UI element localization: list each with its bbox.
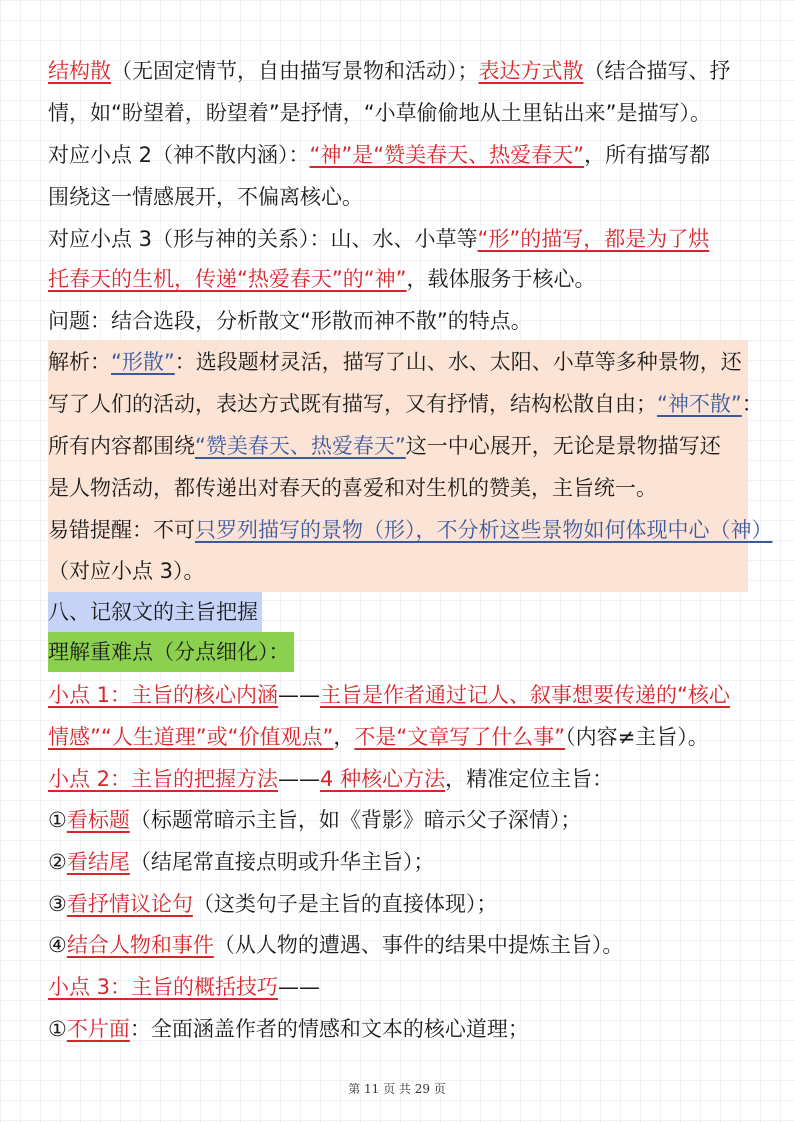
key-phrase: 主旨是作者通过记人、叙事想要传递的“核心 xyxy=(320,683,730,707)
analysis-line xyxy=(48,341,750,383)
item-number: ① xyxy=(48,808,67,832)
key-phrase: 4 种核心方法 xyxy=(320,767,446,791)
method-item xyxy=(48,799,750,841)
text-span: ， xyxy=(333,725,355,749)
text-line xyxy=(48,176,750,218)
item-number: ② xyxy=(48,850,67,874)
method-item xyxy=(48,883,750,925)
text-span: ，精准定位主旨： xyxy=(445,767,614,791)
text-span: 写了人们的活动，表达方式既有描写，又有抒情，结构松散自由； xyxy=(48,392,657,416)
text-span: ：选段题材灵活，描写了山、水、太阳、小草等多种景物，还 xyxy=(174,350,742,374)
method-item xyxy=(48,841,750,883)
analysis-line xyxy=(48,425,750,467)
point-line xyxy=(48,758,750,800)
key-phrase: 托春天的生机，传递“热爱春天”的“神” xyxy=(48,267,407,291)
analysis-line xyxy=(48,550,750,592)
key-phrase: 情感”“人生道理”或“价值观点” xyxy=(48,725,334,749)
text-span: （对应小点 3）。 xyxy=(48,559,205,583)
text-span: （无固定情节，自由描写景物和活动）； xyxy=(111,59,479,83)
key-phrase: “神”是“赞美春天、热爱春天” xyxy=(309,143,585,167)
analysis-line xyxy=(48,467,750,509)
text-span: ，载体服务于核心。 xyxy=(406,267,596,291)
key-phrase: “神不散” xyxy=(657,392,742,416)
subheading xyxy=(48,631,750,673)
section-heading-text: 八、记叙文的主旨把握 xyxy=(48,600,258,624)
text-span: （这类句子是主旨的直接体现）； xyxy=(192,892,498,916)
key-phrase: 看结尾 xyxy=(66,850,130,874)
point-line xyxy=(48,716,750,758)
text-span: （结合描写、抒 xyxy=(583,59,731,83)
text-span: ，所有描写都 xyxy=(584,143,711,167)
text-span: 是人物活动，都传递出对春天的喜爱和对生机的赞美，主旨统一。 xyxy=(48,476,657,500)
text-span: （从人物的遭遇、事件的结果中提炼主旨）。 xyxy=(213,933,624,957)
page-number: 第 11 页 共 29 页 xyxy=(348,1082,446,1096)
key-phrase: “赞美春天、热爱春天” xyxy=(195,434,406,458)
text-line xyxy=(48,50,750,92)
term-structure-loose: 结构散 xyxy=(48,59,111,83)
text-span: 围绕这一情感展开，不偏离核心。 xyxy=(48,185,363,209)
text-span: （内容≠主旨）。 xyxy=(565,725,709,749)
method-item xyxy=(48,924,750,966)
text-span: 对应小点 2（神不散内涵）： xyxy=(48,143,310,167)
key-phrase: “形散” xyxy=(111,350,175,374)
text-span: 解析： xyxy=(48,350,111,374)
key-phrase: 不片面 xyxy=(66,1017,130,1041)
subheading-text: 理解重难点（分点细化）： xyxy=(48,640,290,664)
analysis-line xyxy=(48,509,773,551)
text-span: ： xyxy=(741,392,763,416)
point-title: 小点 3：主旨的概括技巧 xyxy=(48,975,279,999)
key-phrase: 结合人物和事件 xyxy=(66,933,214,957)
text-span: （结尾常直接点明或升华主旨）； xyxy=(129,850,435,874)
text-span: （标题常暗示主旨，如《背影》暗示父子深情）； xyxy=(129,808,582,832)
question-line xyxy=(48,300,750,342)
text-span: 对应小点 3（形与神的关系）：山、水、小草等 xyxy=(48,227,478,251)
item-number: ④ xyxy=(48,933,67,957)
text-span: —— xyxy=(278,767,321,791)
item-number: ① xyxy=(48,1017,67,1041)
point-line xyxy=(48,674,750,716)
key-phrase: “形”的描写，都是为了烘 xyxy=(477,227,710,251)
item-number: ③ xyxy=(48,892,67,916)
text-span: 易错提醒：不可 xyxy=(48,518,195,542)
text-span: 所有内容都围绕 xyxy=(48,434,195,458)
point-line xyxy=(48,966,750,1008)
text-line xyxy=(48,258,750,300)
method-item xyxy=(48,1008,750,1050)
section-heading xyxy=(48,591,750,633)
analysis-line xyxy=(48,383,763,425)
point-title: 小点 1：主旨的核心内涵 xyxy=(48,683,279,707)
key-phrase: 看抒情议论句 xyxy=(66,892,193,916)
text-line xyxy=(48,218,750,260)
text-span: 这一中心展开，无论是景物描写还 xyxy=(405,434,721,458)
key-phrase: 不是“文章写了什么事” xyxy=(354,725,566,749)
text-line xyxy=(48,92,750,134)
text-span: ：全面涵盖作者的情感和文本的核心道理； xyxy=(129,1017,529,1041)
text-span: 问题：结合选段，分析散文“形散而神不散”的特点。 xyxy=(48,309,532,333)
key-phrase: 只罗列描写的景物（形），不分析这些景物如何体现中心（神） xyxy=(195,518,773,542)
text-span: —— xyxy=(278,683,321,707)
term-expression-loose: 表达方式散 xyxy=(478,59,584,83)
point-title: 小点 2：主旨的把握方法 xyxy=(48,767,279,791)
text-line xyxy=(48,134,750,176)
text-span: 情，如“盼望着，盼望着”是抒情，“小草偷偷地从土里钻出来”是描写）。 xyxy=(48,101,712,125)
key-phrase: 看标题 xyxy=(66,808,130,832)
text-span: —— xyxy=(278,975,321,999)
